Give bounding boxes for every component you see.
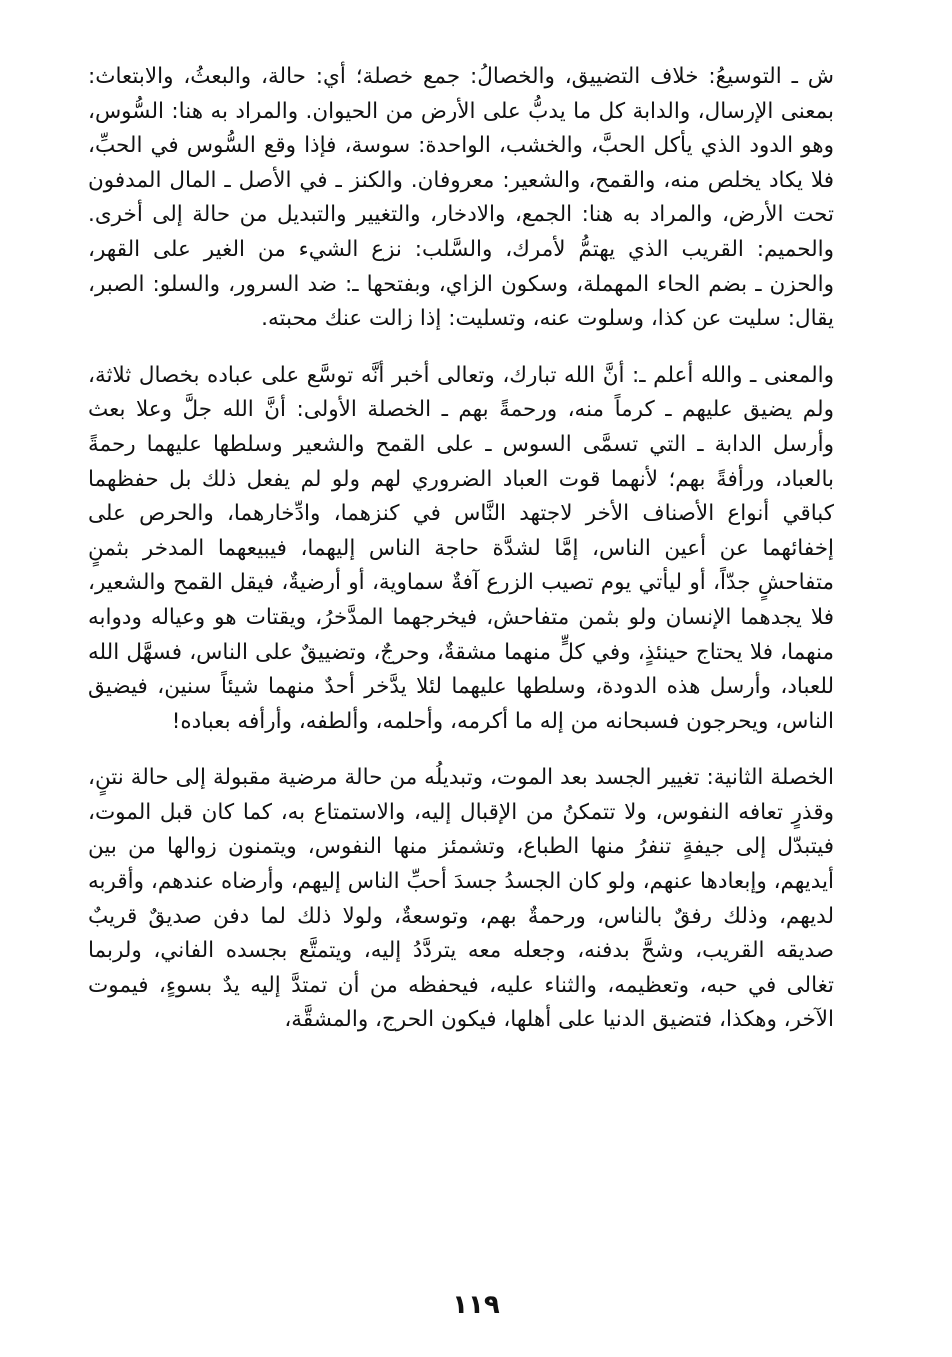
page-body bbox=[88, 60, 834, 1038]
paragraph-second-trait: الخصلة الثانية: تغيير الجسد بعد الموت، وتبديلُه من حالة مرضية مقبولة إلى حالة نتنٍ، وقذرٍ تعافه النفوس، ولا تتمكنُ من الإقبال إليه، والاستمتاع به، كما كان قبل الموت، فيتبدّل إلى جيفةٍ تنفرُ منها الطباع، وتشمئز منها النفوس، ويتمنون زوالها من بين أيديهم، وإبعادها عنهم، ولو كان الجسدُ جسدَ أحبِّ الناس إليهم، وأرضاه عندهم، وأقربه لديهم، وذلك رفقٌ بالناس، ورحمةٌ بهم، وتوسعةٌ، ولولا ذلك لما دفن صديقٌ قريبٌ صديقه القريب، وشحَّ بدفنه، وجعله معه يتردَّدُ إليه، ويتمتَّع بجسده الفاني، ولربما تغالى في حبه، وتعظيمه، والثناء عليه، فيحفظه من أن تمتدَّ إليه يدٌ بسوءٍ، فيموت الآخر، وهكذا، فتضيق الدنيا على أهلها، فيكون الحرج، والمشقَّة، bbox=[88, 765, 834, 1033]
paragraph-definitions: ش ـ التوسيعُ: خلاف التضييق، والخصالُ: جمع خصلة؛ أي: حالة، والبعثُ، والابتعاث: بمعنى الإرسال، والدابة كل ما يدبُّ على الأرض من الحيوان. والمراد به هنا: السُّوس، وهو الدود الذي يأكل الحبَّ، والخشب، الواحدة: سوسة، فإذا وقع السُّوس في الحبِّ، فلا يكاد يخلص منه، والقمح، والشعير: معروفان. والكنز ـ في الأصل ـ المال المدفون تحت الأرض، والمراد به هنا: الجمع، والادخار، والتغيير والتبديل من حالة إلى أخرى. والحميم: القريب الذي يهتمُّ لأمرك، والسَّلب: نزع الشيء من الغير على القهر، والحزن ـ بضم الحاء المهملة، وسكون الزاي، وبفتحها ـ: ضد السرور، والسلو: الصبر، يقال: سليت عن كذا، وسلوت عنه، وتسليت: إذا زالت عنك محبته. bbox=[88, 64, 834, 332]
paragraph-meaning-first-trait: والمعنى ـ والله أعلم ـ: أنَّ الله تبارك، وتعالى أخبر أنَّه توسَّع على عباده بخصال ثلاثة، ولم يضيق عليهم ـ كرماً منه، ورحمةً بهم ـ الخصلة الأولى: أنَّ الله جلَّ وعلا بعث وأرسل الدابة ـ التي تسمَّى السوس ـ على القمح والشعير وسلطها عليهما رحمةً بالعباد، ورأفةً بهم؛ لأنهما قوت العباد الضروري لهم ولو لم يفعل ذلك بل حفظهما كباقي أنواع الأصناف الأخر لاجتهد النَّاس في كنزهما، وادِّخارهما، والحرص على إخفائهما عن أعين الناس، إمَّا لشدَّة حاجة الناس إليهما، فيبيعهما المدخر بثمنٍ متفاحشٍ جدّاً، أو ليأتي يوم تصيب الزرع آفةٌ سماوية، أو أرضيةٌ، فيقل القمح والشعير، فلا يجدهما الإنسان ولو بثمن متفاحش، فيخرجهما المدَّخرُ، ويقتات هو وعياله ودوابه منهما، فلا يحتاج حينئذٍ، وفي كلٍّ منهما مشقةٌ، وحرجٌ، وتضييقٌ على الناس، فسهَّل الله للعباد، وأرسل هذه الدودة، وسلطها عليهما لئلا يدَّخر أحدٌ منهما شيئاً سنين، فيضيق الناس، ويحرجون فسبحانه من إله ما أكرمه، وأحلمه، وألطفه، وأرأفه بعباده! bbox=[88, 362, 834, 734]
page-number: ١١٩ bbox=[452, 1290, 500, 1320]
